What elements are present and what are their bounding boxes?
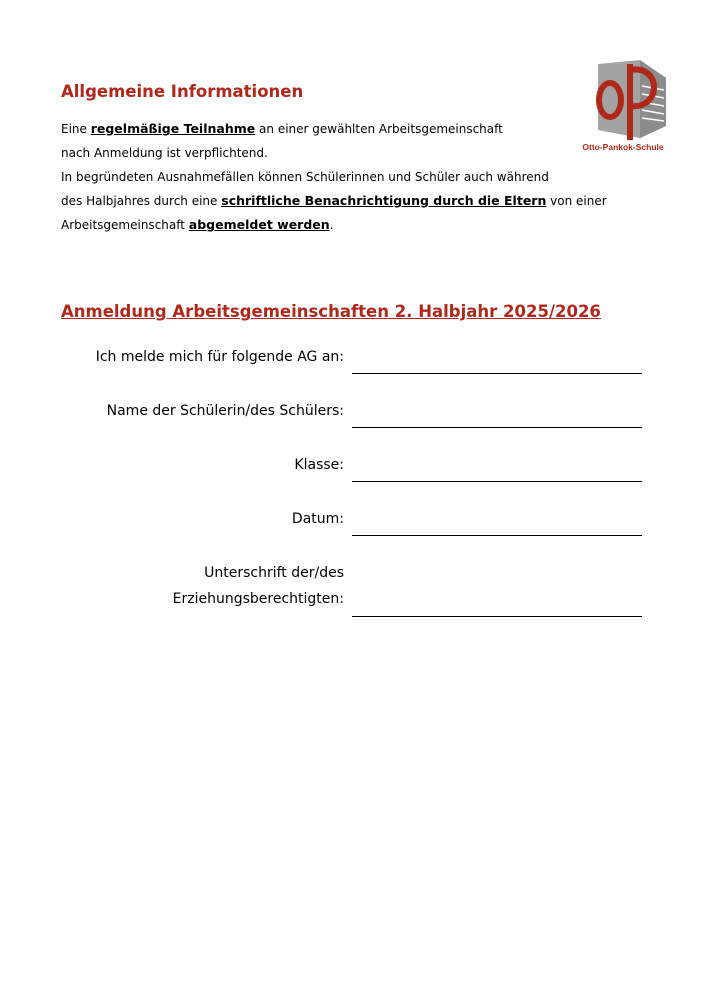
student-name-input[interactable]: [352, 403, 642, 428]
signature-input[interactable]: [352, 592, 642, 617]
info-line-2: nach Anmeldung ist verpflichtend.: [61, 146, 268, 160]
emphasis-attendance: regelmäßige Teilnahme: [90, 121, 256, 136]
signature-label-line-2: Erziehungsberechtigten:: [172, 591, 344, 607]
ag-input[interactable]: [352, 349, 642, 374]
class-input[interactable]: [352, 457, 642, 482]
info-line-3: In begründeten Ausnahmefällen können Schülerinnen und Schüler auch während: [61, 170, 549, 184]
info-text: von einer: [546, 194, 607, 208]
info-text: Arbeitsgemeinschaft: [61, 218, 189, 232]
emphasis-deregister: abgemeldet werden: [188, 217, 330, 232]
info-line-5: [61, 213, 607, 237]
info-text: .: [329, 218, 334, 232]
class-label: Klasse:: [294, 457, 344, 473]
date-input[interactable]: [352, 511, 642, 536]
info-text: des Halbjahres durch eine: [61, 194, 222, 208]
info-line-4: [61, 189, 607, 213]
info-text: an einer gewählten Arbeitsgemeinschaft: [255, 122, 503, 136]
form-title: Anmeldung Arbeitsgemeinschaften 2. Halbjahr 2025/2026: [61, 302, 601, 321]
info-text: Eine: [61, 122, 91, 136]
student-name-label: Name der Schülerin/des Schülers:: [106, 403, 344, 419]
emphasis-notification: schriftliche Benachrichtigung durch die Eltern: [221, 193, 547, 208]
page-title: Allgemeine Informationen: [61, 82, 304, 101]
school-name-logo-text: Otto-Pankok-Schule: [582, 142, 664, 152]
signature-label-line-1: Unterschrift der/des: [204, 565, 344, 581]
ag-label: Ich melde mich für folgende AG an:: [95, 349, 344, 365]
date-label: Datum:: [291, 511, 344, 527]
info-paragraph: [61, 117, 607, 237]
info-line-1: [61, 117, 607, 141]
